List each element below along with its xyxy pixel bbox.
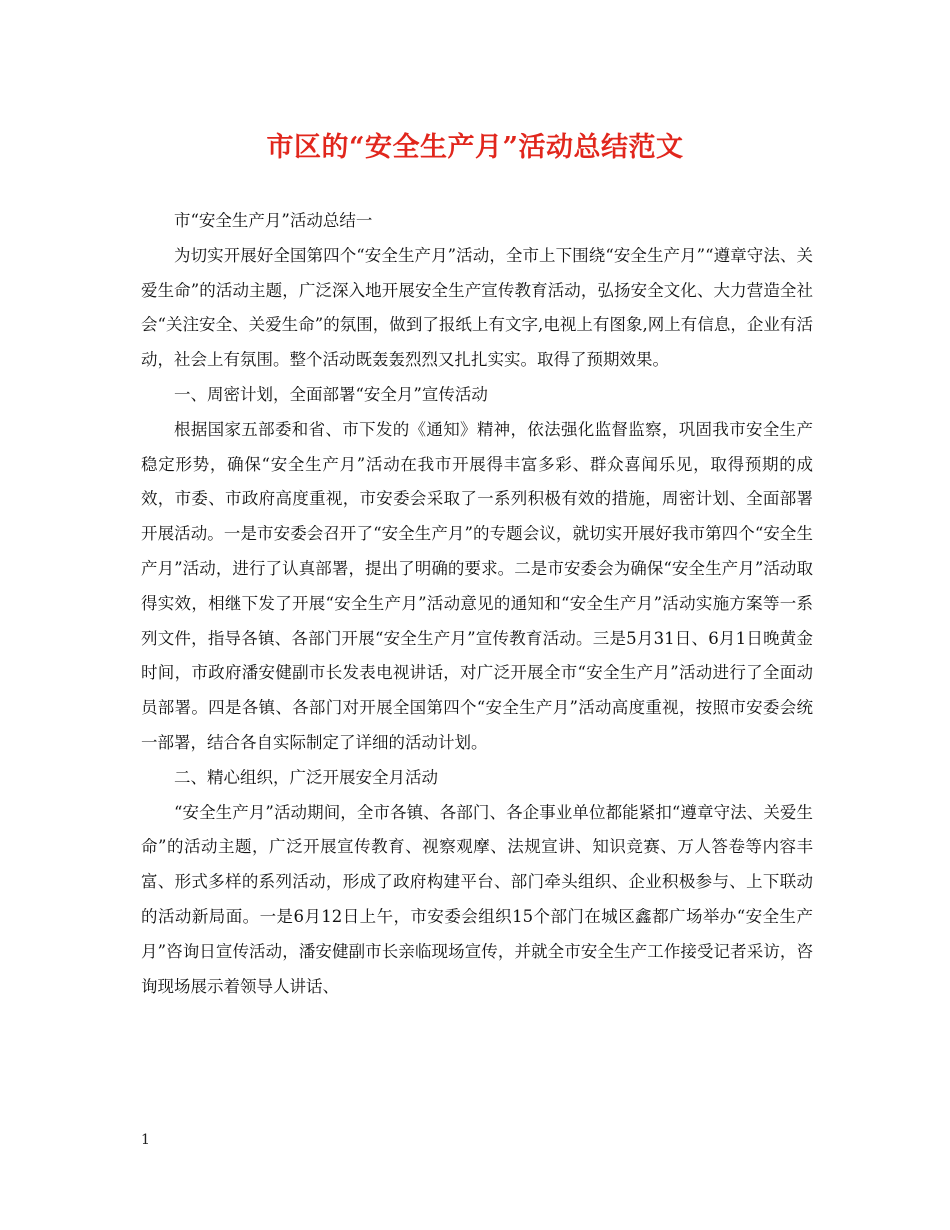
section-heading-1: 一、周密计划，全面部署“安全月”宣传活动 [174,384,488,404]
paragraph-intro: 为切实开展好全国第四个“安全生产月”活动，全市上下围绕“安全生产月”“遵章守法、关爱生命”的活动主题，广泛深入地开展安全生产宣传教育活动，弘扬安全文化、大力营造全社会“关注安全、关爱生命”的氛围，做到了报纸上有文字,电视上有图象,网上有信息，企业有活动，社会上有氛围。整个活动既轰轰烈烈又扎扎实实。取得了预期效果。 [141,245,813,370]
document-body [141,204,813,1004]
section-heading-2: 二、精心组织，广泛开展安全月活动 [174,767,438,787]
paragraph-subtitle: 市“安全生产月”活动总结一 [174,211,373,230]
document-title: 市区的“安全生产月”活动总结范文 [266,132,684,163]
paragraph-section-1: 根据国家五部委和省、市下发的《通知》精神，依法强化监督监察，巩固我市安全生产稳定形势，确保“安全生产月”活动在我市开展得丰富多彩、群众喜闻乐见，取得预期的成效，市委、市政府高度重视，市安委会采取了一系列积极有效的措施，周密计划、全面部署开展活动。一是市安委会召开了“安全生产月”的专题会议，就切实开展好我市第四个“安全生产月”活动，进行了认真部署，提出了明确的要求。二是市安委会为确保“安全生产月”活动取得实效，相继下发了开展“安全生产月”活动意见的通知和“安全生产月”活动实施方案等一系列文件，指导各镇、各部门开展“安全生产月”宣传教育活动。三是5月31日、6月1日晚黄金时间，市政府潘安健副市长发表电视讲话，对广泛开展全市“安全生产月”活动进行了全面动员部署。四是各镇、各部门对开展全国第四个“安全生产月”活动高度重视，按照市安委会统一部署，结合各自实际制定了详细的活动计划。 [141,419,813,752]
paragraph-section-2: “安全生产月”活动期间，全市各镇、各部门、各企事业单位都能紧扣“遵章守法、关爱生命”的活动主题，广泛开展宣传教育、视察观摩、法规宣讲、知识竞赛、万人答卷等内容丰富、形式多样的系列活动，形成了政府构建平台、部门牵头组织、企业积极参与、上下联动的活动新局面。一是6月12日上午，市安委会组织15个部门在城区鑫都广场举办“安全生产月”咨询日宣传活动，潘安健副市长亲临现场宣传，并就全市安全生产工作接受记者采访，咨询现场展示着领导人讲话、 [141,802,813,996]
page-number: 1 [141,1132,150,1148]
